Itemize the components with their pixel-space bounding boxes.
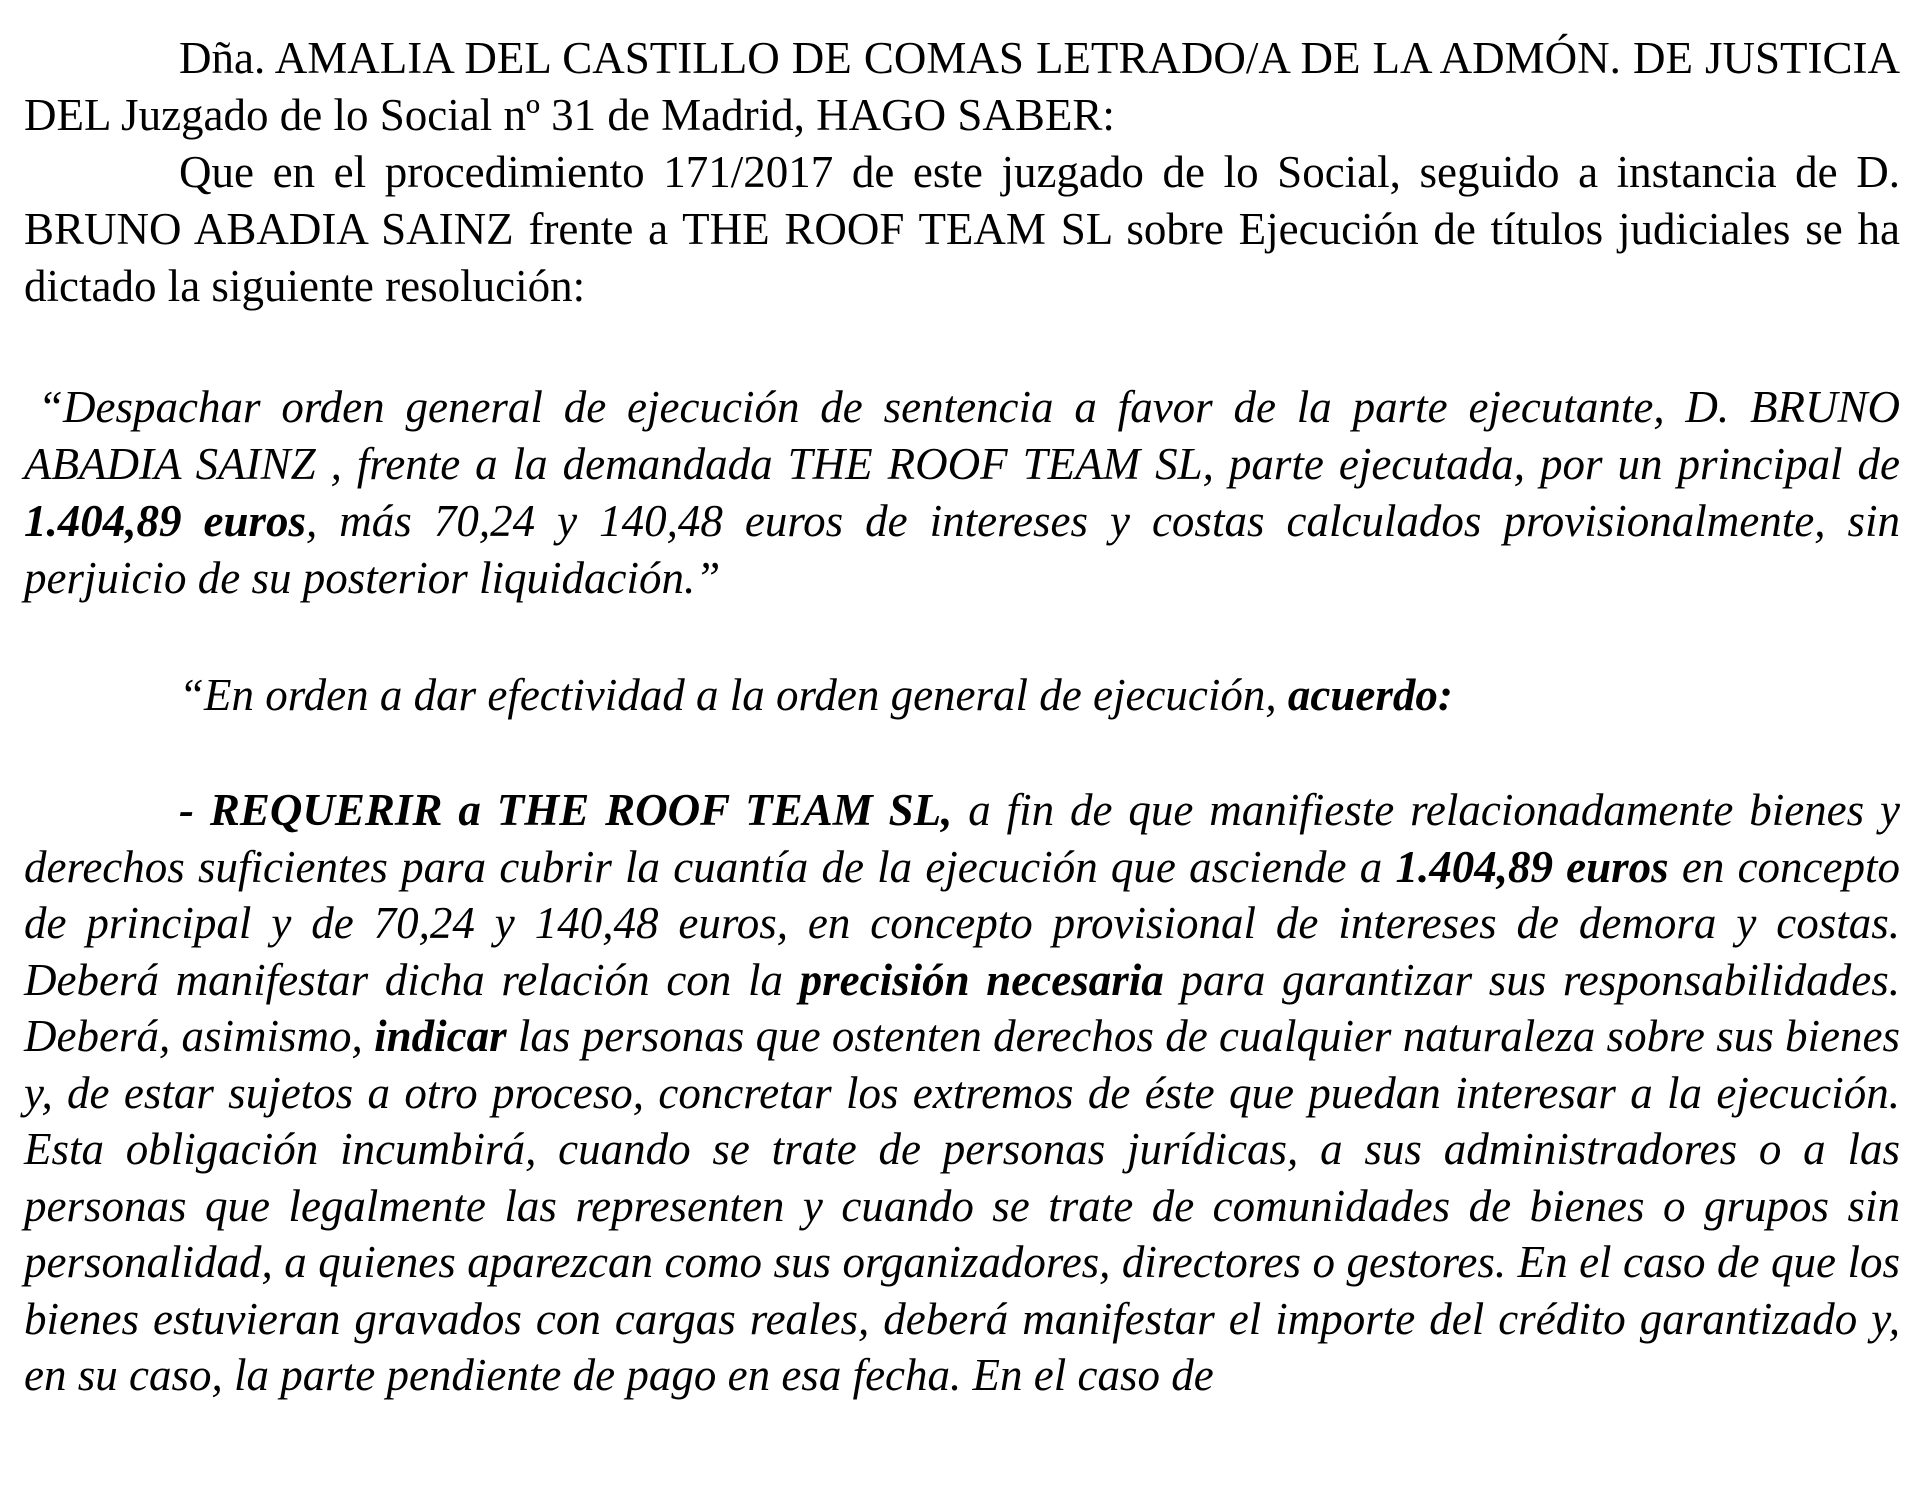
intro-text: Que en el procedimiento 171/2017 de este juzgado de lo Social, seguido a instancia de D. BRUNO ABADIA SAINZ frente a THE ROOF TEAM SL sobre Ejecución de títulos judiciales se ha dictado la siguiente resolución:	[24, 147, 1900, 311]
requirement-t1: a fin de que manifieste relacionadamente bienes y derechos suficientes para cubrir la cuantía de la ejecución que asciende a	[24, 785, 1901, 892]
quote2-bold: acuerdo:	[1287, 670, 1453, 720]
quote-paragraph-2	[24, 667, 1900, 724]
quote1-amount: 1.404,89 euros	[24, 496, 307, 546]
requirement-amount: 1.404,89 euros	[1395, 841, 1669, 892]
requirement-t4: las personas que ostenten derechos de cualquier naturaleza sobre sus bienes y, de estar sujetos a otro proceso, concretar los extremos de éste que puedan interesar a la ejecución. Esta obligación incumbirá, cuando se trate de personas jurídicas, a sus administradores o a las personas que legalmente las representen y cuando se trate de comunidades de bienes o grupos sin personalidad, a quienes aparezcan como sus organizadores, directores o gestores. En el caso de que los bienes estuvieran gravados con cargas reales, deberá manifestar el importe del crédito garantizado y, en su caso, la parte pendiente de pago en esa fecha. En el caso de	[24, 1011, 1900, 1400]
quote1-part2: , más 70,24 y 140,48 euros de intereses y costas calculados provisionalmente, sin perjuicio de su posterior liquidación.”	[24, 496, 1900, 603]
quote2-text: “En orden a dar efectividad a la orden general de ejecución,	[179, 670, 1288, 720]
quote1-part1: “Despachar orden general de ejecución de sentencia a favor de la parte ejecutante, D. BRUNO ABADIA SAINZ , frente a la demandada THE ROOF TEAM SL, parte ejecutada, por un principal de	[24, 382, 1900, 489]
header-paragraph	[24, 30, 1900, 144]
quote-paragraph-1	[24, 379, 1900, 607]
header-text: Dña. AMALIA DEL CASTILLO DE COMAS LETRADO/A DE LA ADMÓN. DE JUSTICIA DEL Juzgado de lo Social nº 31 de Madrid, HAGO SABER:	[24, 33, 1900, 140]
requirement-t3: para garantizar sus responsabilidades. Deberá, asimismo,	[24, 954, 1900, 1061]
document-page	[24, 0, 1900, 1492]
requirement-lead: - REQUERIR a THE ROOF TEAM SL,	[179, 785, 953, 835]
requirement-paragraph	[24, 782, 1900, 1404]
intro-paragraph	[24, 144, 1900, 315]
requirement-bold-indicar: indicar	[374, 1011, 507, 1061]
requirement-bold-precision: precisión necesaria	[799, 954, 1164, 1005]
requirement-t2: en concepto de principal y de 70,24 y 140,48 euros, en concepto provisional de intereses de demora y costas. Deberá manifestar dicha relación con la	[24, 841, 1900, 1005]
